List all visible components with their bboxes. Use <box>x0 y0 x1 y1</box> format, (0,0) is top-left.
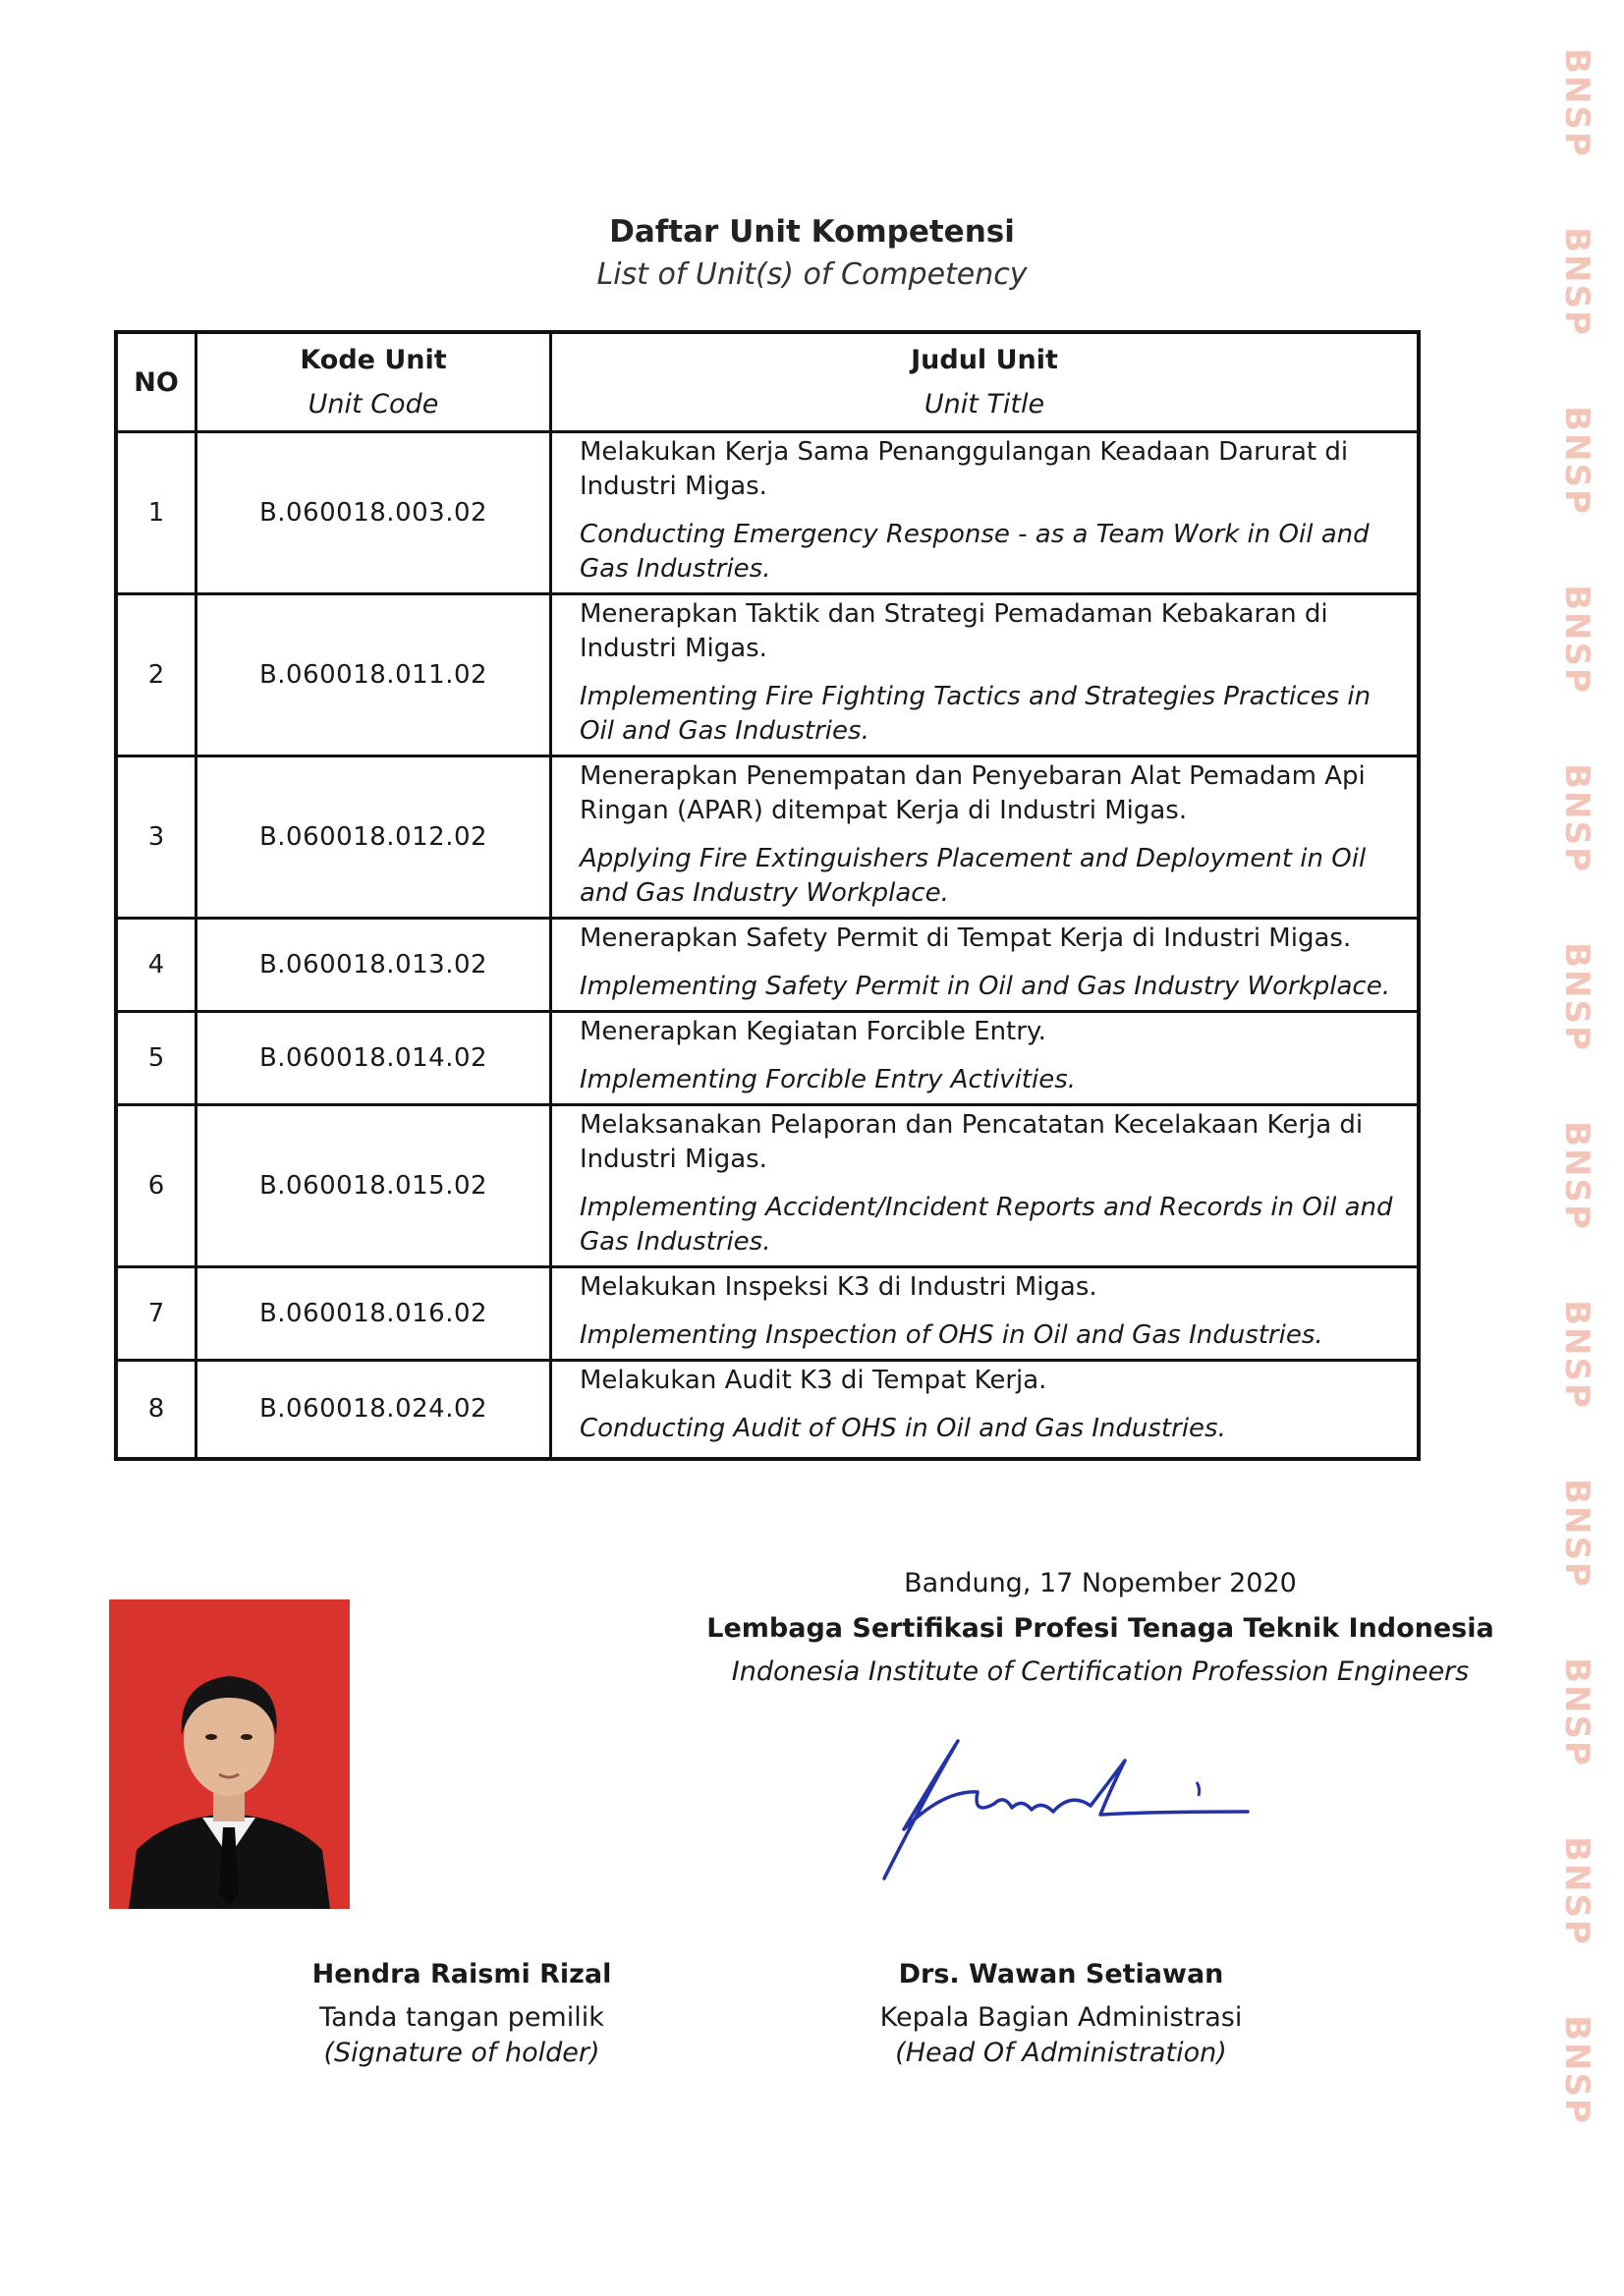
bnsp-watermark <box>1547 1470 1606 1597</box>
bnsp-watermark <box>1547 933 1606 1061</box>
bnsp-watermark <box>1547 1827 1606 1955</box>
bnsp-watermark-text: BNSP <box>1557 942 1596 1052</box>
holder-signature-label-english: (Signature of holder) <box>323 2038 600 2068</box>
row-unit-code: B.060018.011.02 <box>196 594 551 756</box>
holder-photo <box>109 1599 350 1909</box>
unit-title-en: Conducting Audit of OHS in Oil and Gas Industries. <box>580 1414 1226 1443</box>
bnsp-watermark <box>1547 1291 1606 1419</box>
row-unit-title <box>551 594 1420 756</box>
bnsp-watermark-text: BNSP <box>1557 406 1596 516</box>
institution-name: Lembaga Sertifikasi Profesi Tenaga Teknik Indonesia <box>706 1613 1494 1644</box>
unit-title-id: Menerapkan Taktik dan Strategi Pemadaman Kebakaran di Industri Migas. <box>580 599 1328 663</box>
unit-title-id: Melakukan Inspeksi K3 di Industri Migas. <box>580 1272 1097 1302</box>
row-unit-title <box>551 1361 1420 1459</box>
bnsp-watermark-text: BNSP <box>1557 2015 1596 2125</box>
unit-title-id: Melakukan Kerja Sama Penanggulangan Keadaan Darurat di Industri Migas. <box>580 437 1349 501</box>
unit-title-en: Applying Fire Extinguishers Placement and Deployment in Oil and Gas Industry Workplace. <box>580 844 1367 908</box>
document-title: Daftar Unit Kompetensi <box>609 214 1015 250</box>
row-no: 7 <box>116 1267 196 1361</box>
holder-name: Hendra Raismi Rizal <box>311 1959 612 1989</box>
holder-portrait-image <box>109 1599 350 1909</box>
table-row <box>116 1361 1419 1459</box>
bnsp-watermark <box>1547 1649 1606 1776</box>
signer-position-english: (Head Of Administration) <box>895 2038 1227 2068</box>
unit-title-en: Implementing Forcible Entry Activities. <box>580 1065 1077 1094</box>
bnsp-watermark <box>1547 397 1606 525</box>
bnsp-watermark <box>1547 1112 1606 1240</box>
row-unit-code: B.060018.014.02 <box>196 1012 551 1105</box>
unit-title-id: Menerapkan Penempatan dan Penyebaran Alat Pemadam Api Ringan (APAR) ditempat Kerja di Industri Migas. <box>580 761 1366 825</box>
row-unit-title <box>551 1267 1420 1361</box>
unit-title-en: Implementing Accident/Incident Reports and Records in Oil and Gas Industries. <box>580 1193 1393 1257</box>
institution-name-english: Indonesia Institute of Certification Profession Engineers <box>731 1656 1470 1687</box>
bnsp-watermark-text: BNSP <box>1557 1121 1596 1231</box>
document-heading <box>0 214 1624 292</box>
row-unit-title <box>551 1105 1420 1267</box>
table-row <box>116 432 1419 594</box>
header-unit-code <box>196 332 551 432</box>
row-unit-code: B.060018.013.02 <box>196 919 551 1012</box>
row-unit-code: B.060018.012.02 <box>196 756 551 919</box>
bnsp-watermark-strip <box>1516 0 1624 2296</box>
row-unit-code: B.060018.015.02 <box>196 1105 551 1267</box>
bnsp-watermark-text: BNSP <box>1557 1300 1596 1410</box>
row-no: 3 <box>116 756 196 919</box>
document-subtitle: List of Unit(s) of Competency <box>596 257 1028 292</box>
table-row <box>116 1267 1419 1361</box>
header-code-id: Kode Unit <box>300 345 447 375</box>
holder-signature-label: Tanda tangan pemilik <box>319 2002 604 2033</box>
unit-title-id: Melakukan Audit K3 di Tempat Kerja. <box>580 1366 1047 1395</box>
unit-title-id: Menerapkan Kegiatan Forcible Entry. <box>580 1017 1046 1046</box>
row-no: 6 <box>116 1105 196 1267</box>
row-no: 4 <box>116 919 196 1012</box>
header-no-label: NO <box>134 366 179 398</box>
unit-title-id: Menerapkan Safety Permit di Tempat Kerja di Industri Migas. <box>580 924 1352 953</box>
row-no: 8 <box>116 1361 196 1459</box>
bnsp-watermark-text: BNSP <box>1557 585 1596 695</box>
bnsp-watermark-text: BNSP <box>1557 1836 1596 1946</box>
row-unit-code: B.060018.016.02 <box>196 1267 551 1361</box>
unit-title-id: Melaksanakan Pelaporan dan Pencatatan Kecelakaan Kerja di Industri Migas. <box>580 1110 1364 1174</box>
place-and-date: Bandung, 17 Nopember 2020 <box>904 1568 1297 1598</box>
bnsp-watermark-text: BNSP <box>1557 48 1596 158</box>
row-no: 5 <box>116 1012 196 1105</box>
row-unit-title <box>551 432 1420 594</box>
bnsp-watermark <box>1547 39 1606 167</box>
header-unit-title <box>551 332 1420 432</box>
competency-units-table <box>114 330 1421 1461</box>
table-header-row <box>116 332 1419 432</box>
table-row <box>116 1105 1419 1267</box>
row-unit-code: B.060018.024.02 <box>196 1361 551 1459</box>
bnsp-watermark <box>1547 576 1606 703</box>
bnsp-watermark-text: BNSP <box>1557 763 1596 873</box>
bnsp-watermark-text: BNSP <box>1557 1657 1596 1767</box>
row-unit-title <box>551 1012 1420 1105</box>
header-title-id: Judul Unit <box>911 345 1058 375</box>
bnsp-watermark-text: BNSP <box>1557 1479 1596 1589</box>
table-row <box>116 594 1419 756</box>
header-no <box>116 332 196 432</box>
unit-title-en: Implementing Inspection of OHS in Oil and Gas Industries. <box>580 1320 1323 1350</box>
row-no: 1 <box>116 432 196 594</box>
unit-title-en: Implementing Safety Permit in Oil and Gas Industry Workplace. <box>580 972 1390 1001</box>
signer-position: Kepala Bagian Administrasi <box>879 2002 1243 2033</box>
table-row <box>116 1012 1419 1105</box>
table-row <box>116 919 1419 1012</box>
unit-title-en: Conducting Emergency Response - as a Team Work in Oil and Gas Industries. <box>580 520 1370 584</box>
row-unit-title <box>551 756 1420 919</box>
signer-name: Drs. Wawan Setiawan <box>898 1959 1224 1989</box>
unit-title-en: Implementing Fire Fighting Tactics and Strategies Practices in Oil and Gas Industries. <box>580 682 1372 746</box>
bnsp-watermark <box>1547 755 1606 882</box>
signature-image <box>865 1721 1258 1888</box>
row-unit-code: B.060018.003.02 <box>196 432 551 594</box>
row-no: 2 <box>116 594 196 756</box>
table-row <box>116 756 1419 919</box>
row-unit-title <box>551 919 1420 1012</box>
header-code-en: Unit Code <box>308 389 439 420</box>
header-title-en: Unit Title <box>924 389 1045 420</box>
bnsp-watermark <box>1547 2006 1606 2134</box>
bnsp-watermark-text: BNSP <box>1557 227 1596 337</box>
